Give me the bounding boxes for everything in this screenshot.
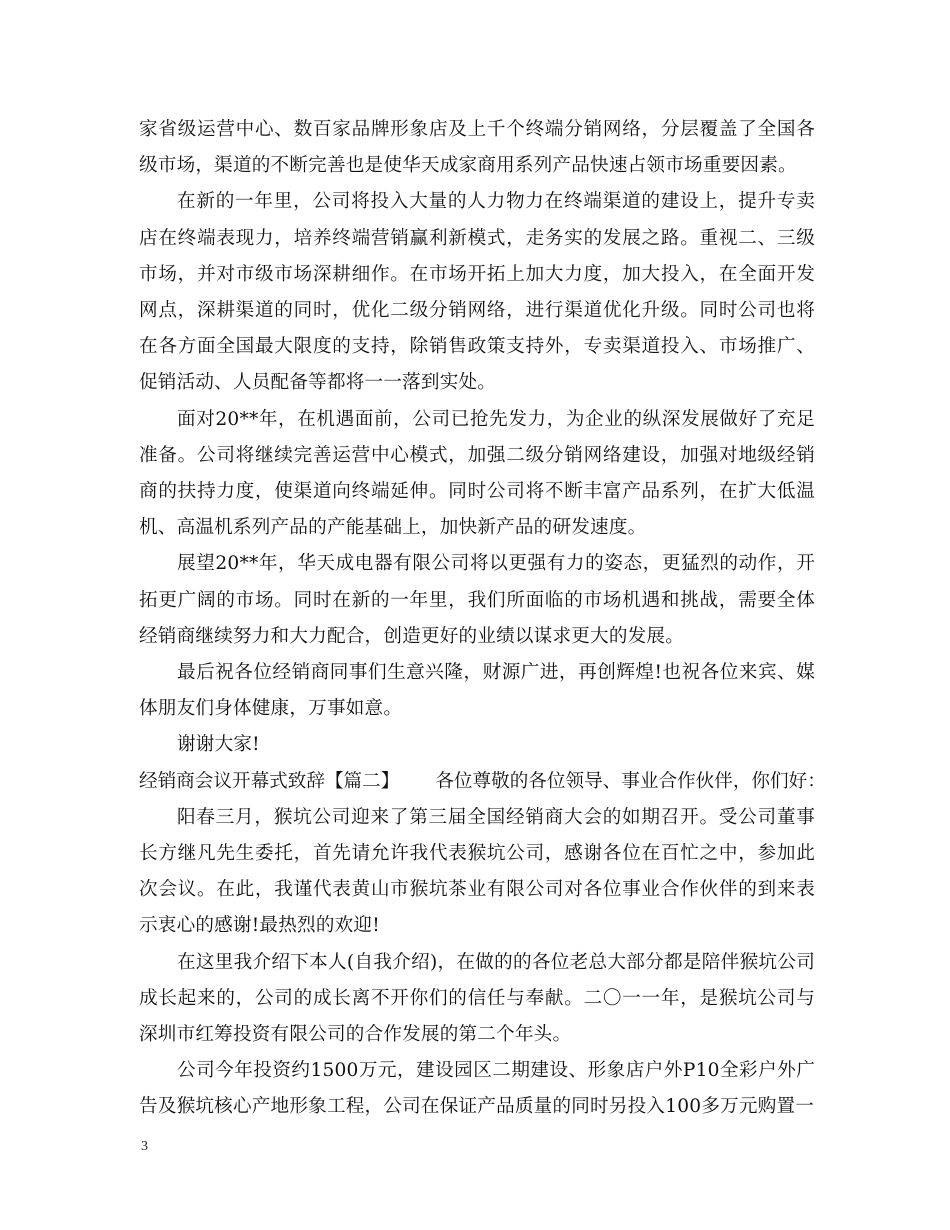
paragraph-8: 公司今年投资约1500万元，建设园区二期建设、形象店户外P10全彩户外广告及猴坑核心产地形象工程，公司在保证产品质量的同时另投入100多万元购置一 bbox=[139, 1060, 815, 1118]
section-title: 经销商会议开幕式致辞【篇二】 bbox=[139, 770, 400, 792]
paragraph-1: 家省级运营中心、数百家品牌形象店及上千个终端分销网络，分层覆盖了全国各级市场，渠道的不断完善也是使华天成家商用系列产品快速占领市场重要因素。 bbox=[139, 119, 815, 177]
paragraph-5: 最后祝各位经销商同事们生意兴隆，财源广进，再创辉煌!也祝各位来宾、媒体朋友们身体健康，万事如意。 bbox=[139, 662, 815, 720]
paragraph-2: 在新的一年里，公司将投入大量的人力物力在终端渠道的建设上，提升专卖店在终端表现力，培养终端营销赢利新模式，走务实的发展之路。重视二、三级市场，并对市级市场深耕细作。在市场开拓上加大力度，加大投入，在全面开发网点，深耕渠道的同时，优化二级分销网络，进行渠道优化升级。同时公司也将在各方面全国最大限度的支持，除销售政策支持外，专卖渠道投入、市场推广、促销活动、人员配备等都将一一落到实处。 bbox=[139, 191, 815, 394]
page-number: 3 bbox=[141, 1139, 148, 1154]
section-greeting: 各位尊敬的各位领导、事业合作伙伴，你们好： bbox=[435, 770, 826, 792]
paragraph-7: 在这里我介绍下本人(自我介绍)，在做的的各位老总大部分都是陪伴猴坑公司成长起来的，公司的成长离不开你们的信任与奉献。二〇一一年，是猴坑公司与深圳市红筹投资有限公司的合作发展的第二个年头。 bbox=[139, 951, 815, 1046]
paragraph-6: 阳春三月，猴坑公司迎来了第三届全国经销商大会的如期召开。受公司董事长方继凡先生委托，首先请允许我代表猴坑公司，感谢各位在百忙之中，参加此次会议。在此，我谨代表黄山市猴坑茶业有限公司对各位事业合作伙伴的到来表示衷心的感谢!最热烈的欢迎! bbox=[139, 806, 815, 937]
paragraph-3: 面对20**年，在机遇面前，公司已抢先发力，为企业的纵深发展做好了充足准备。公司将继续完善运营中心模式，加强二级分销网络建设，加强对地级经销商的扶持力度，使渠道向终端延伸。同时公司将不断丰富产品系列，在扩大低温机、高温机系列产品的产能基础上，加快新产品的研发速度。 bbox=[139, 408, 815, 539]
section-heading bbox=[139, 764, 826, 800]
paragraph-4: 展望20**年，华天成电器有限公司将以更强有力的姿态，更猛烈的动作，开拓更广阔的市场。同时在新的一年里，我们所面临的市场机遇和挑战，需要全体经销商继续努力和大力配合，创造更好的业绩以谋求更大的发展。 bbox=[139, 553, 815, 647]
paragraph-thanks: 谢谢大家! bbox=[177, 734, 260, 756]
document-body bbox=[139, 112, 826, 1126]
